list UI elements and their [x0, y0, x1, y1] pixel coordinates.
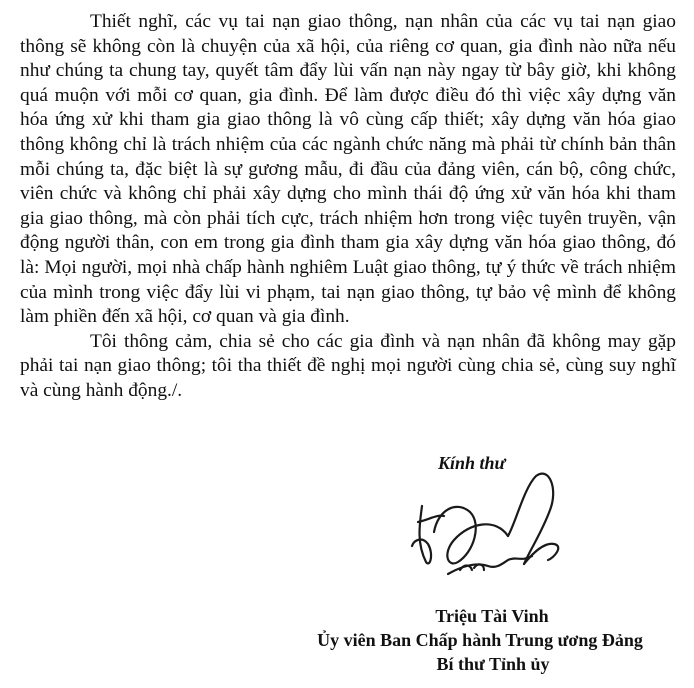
signer-title-1: Ủy viên Ban Chấp hành Trung ương Đảng: [317, 630, 643, 650]
signature-block: [300, 604, 660, 676]
handwritten-signature-icon: [404, 470, 584, 590]
signer-name: Triệu Tài Vinh: [435, 606, 549, 626]
signer-title-2: Bí thư Tỉnh ủy: [436, 654, 550, 674]
paragraph-1: Thiết nghĩ, các vụ tai nạn giao thông, nạn nhân của các vụ tai nạn giao thông sẽ không còn là chuyện của xã hội, của riêng cơ quan, gia đình nào nữa nếu như chúng ta chung tay, quyết tâm đẩy lùi vấn nạn này ngay từ bây giờ, khi không quá muộn với mỗi cơ quan, gia đình. Để làm được điều đó thì việc xây dựng văn hóa ứng xử khi tham gia giao thông là vô cùng cấp thiết; xây dựng văn hóa giao thông không chỉ là trách nhiệm của các ngành chức năng mà phải từ chính bản thân mỗi chúng ta, đặc biệt là sự gương mẫu, đi đầu của đảng viên, cán bộ, công chức, viên chức và không chỉ phải xây dựng cho mình thái độ ứng xử văn hóa khi tham gia giao thông, mà còn phải tích cực, trách nhiệm hơn trong việc tuyên truyền, vận động người thân, con em trong gia đình tham gia xây dựng văn hóa giao thông, đó là: Mọi người, mọi nhà chấp hành nghiêm Luật giao thông, tự ý thức về trách nhiệm của mình trong việc đẩy lùi vi phạm, tai nạn giao thông, tự bảo vệ mình để không làm phiền đến xã hội, cơ quan và gia đình.: [20, 11, 676, 328]
paragraph-2: Tôi thông cảm, chia sẻ cho các gia đình và nạn nhân đã không may gặp phải tai nạn giao thông; tôi tha thiết đề nghị mọi người cùng chia sẻ, cùng suy nghĩ và cùng hành động./.: [20, 330, 676, 401]
closing-salutation: Kính thư: [438, 453, 506, 473]
letter-body: [20, 10, 676, 404]
